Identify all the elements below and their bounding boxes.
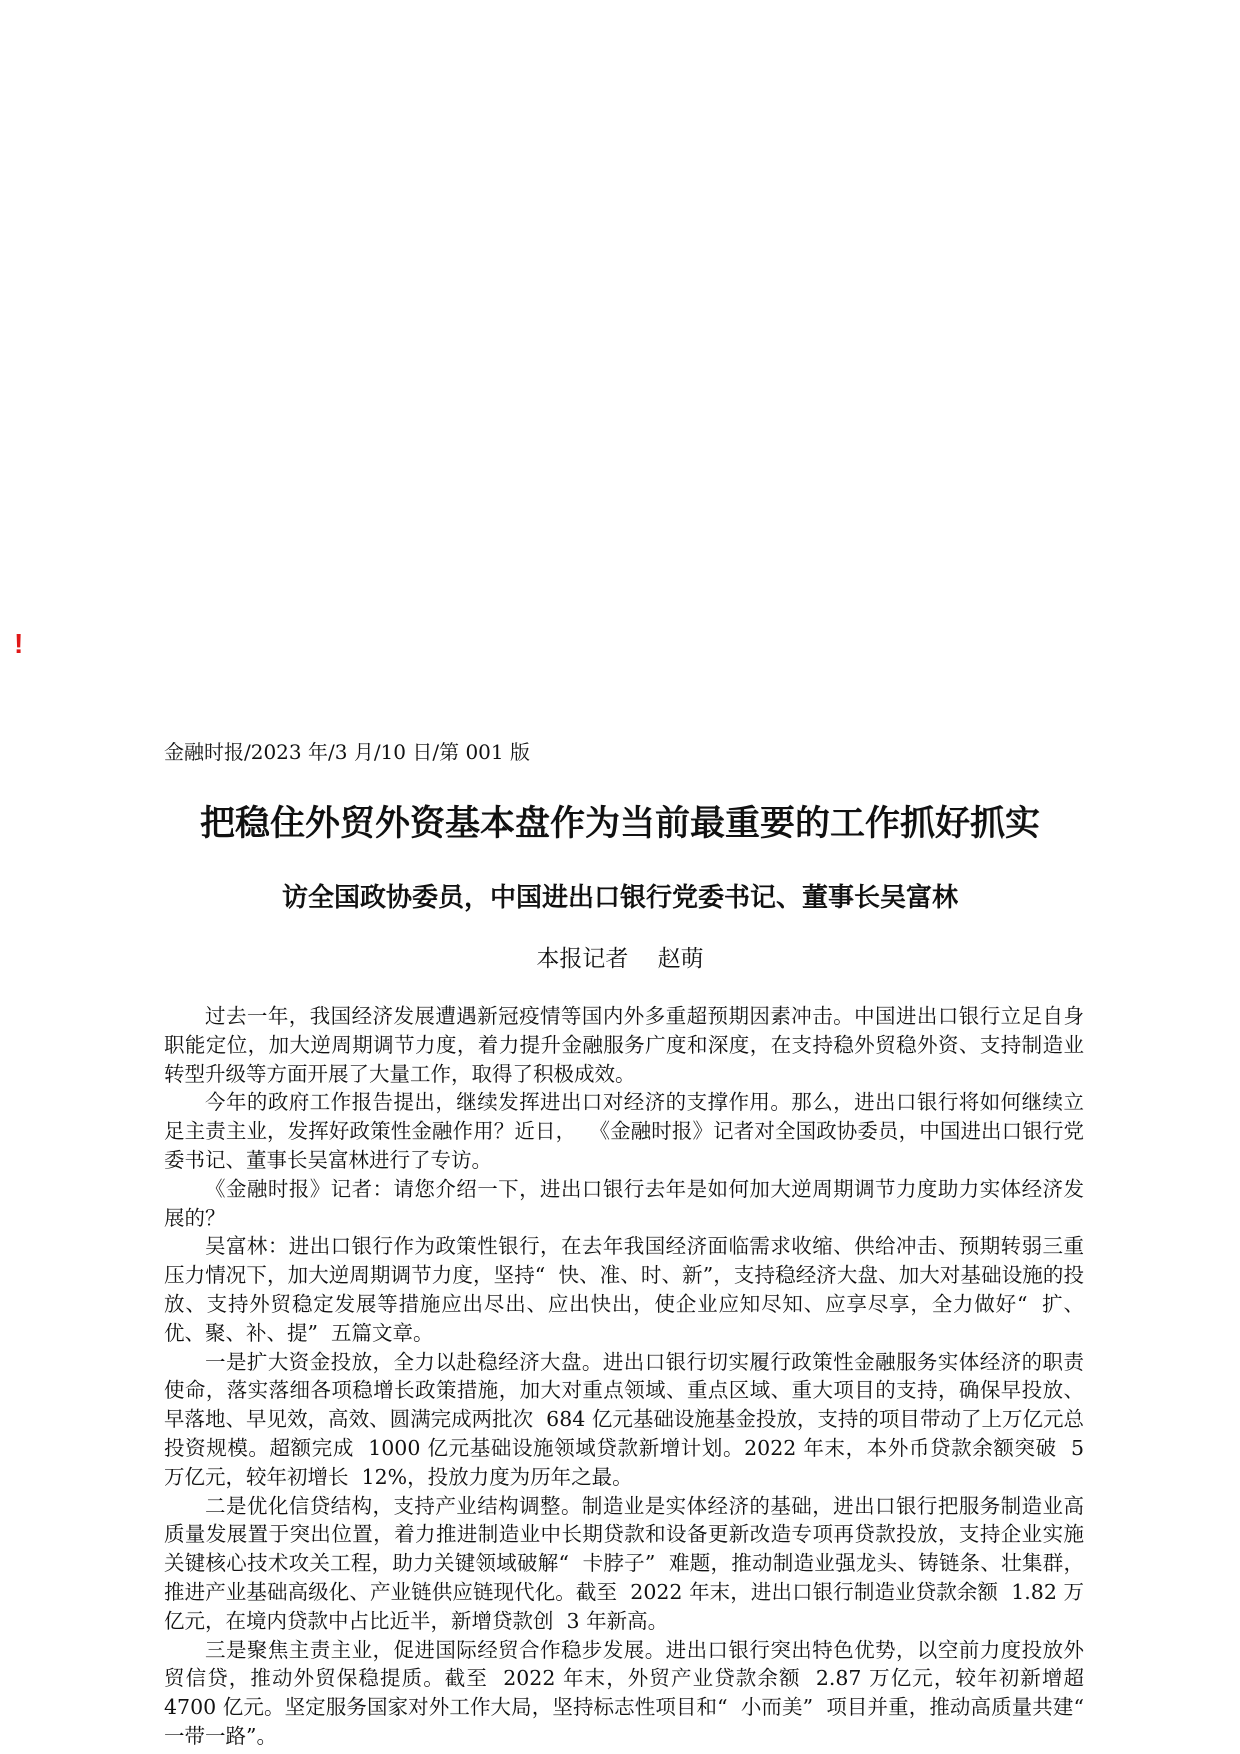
paragraph: 二是优化信贷结构，支持产业结构调整。制造业是实体经济的基础，进出口银行把服务制造业高质量发展置于突出位置，着力推进制造业中长期贷款和设备更新改造专项再贷款投放，支持企业实施关键核心技术攻关工程，助力关键领域破解“ 卡脖子” 难题，推动制造业强龙头、铸链条、壮集群，推进产业基础高级化、产业链供应链现代化。截至 2022 年末，进出口银行制造业贷款余额 1.82 万亿元，在境内贷款中占比近半，新增贷款创 3 年新高。 <box>164 1493 1084 1633</box>
byline: 本报记者 赵萌 <box>536 946 704 972</box>
paragraph: 三是聚焦主责主业，促进国际经贸合作稳步发展。进出口银行突出特色优势，以空前力度投放外贸信贷，推动外贸保稳提质。截至 2022 年末，外贸产业贷款余额 2.87 万亿元，较年初新增超 4700 亿元。坚定服务国家对外工作大局，坚持标志性项目和“ 小而美” 项目并重，推动高质量共建“ 一带一路”。 <box>164 1637 1098 1748</box>
paragraph: 吴富林：进出口银行作为政策性银行，在去年我国经济面临需求收缩、供给冲击、预期转弱三重压力情况下，加大逆周期调节力度，坚持“ 快、准、时、新”，支持稳经济大盘、加大对基础设施的投放、支持外贸稳定发展等措施应出尽出、应出快出，使企业应知尽知、应享尽享，全力做好“ 扩、优、聚、补、提” 五篇文章。 <box>164 1234 1084 1345</box>
paragraph: 《金融时报》记者：请您介绍一下，进出口银行去年是如何加大逆周期调节力度助力实体经济发展的？ <box>164 1176 1084 1230</box>
paragraph: 今年的政府工作报告提出，继续发挥进出口对经济的支撑作用。那么，进出口银行将如何继续立足主责主业，发挥好政策性金融作用？近日， 《金融时报》记者对全国政协委员，中国进出口银行党委书记、董事长吴富林进行了专访。 <box>164 1090 1084 1172</box>
article-subtitle: 访全国政协委员，中国进出口银行党委书记、董事长吴富林 <box>281 883 958 913</box>
article-title: 把稳住外贸外资基本盘作为当前最重要的工作抓好抓实 <box>199 803 1040 844</box>
article-body <box>164 1002 1098 1751</box>
warning-mark: ! <box>14 628 24 659</box>
source-line: 金融时报/2023 年/3 月/10 日/第 001 版 <box>164 740 530 764</box>
paragraph: 过去一年，我国经济发展遭遇新冠疫情等国内外多重超预期因素冲击。中国进出口银行立足自身职能定位，加大逆周期调节力度，着力提升金融服务广度和深度，在支持稳外贸稳外资、支持制造业转型升级等方面开展了大量工作，取得了积极成效。 <box>164 1004 1084 1086</box>
paragraph: 一是扩大资金投放，全力以赴稳经济大盘。进出口银行切实履行政策性金融服务实体经济的职责使命，落实落细各项稳增长政策措施，加大对重点领域、重点区域、重大项目的支持，确保早投放、早落地、早见效，高效、圆满完成两批次 684 亿元基础设施基金投放，支持的项目带动了上万亿元总投资规模。超额完成 1000 亿元基础设施领域贷款新增计划。2022 年末，本外币贷款余额突破 5 万亿元，较年初增长 12%，投放力度为历年之最。 <box>164 1349 1091 1489</box>
